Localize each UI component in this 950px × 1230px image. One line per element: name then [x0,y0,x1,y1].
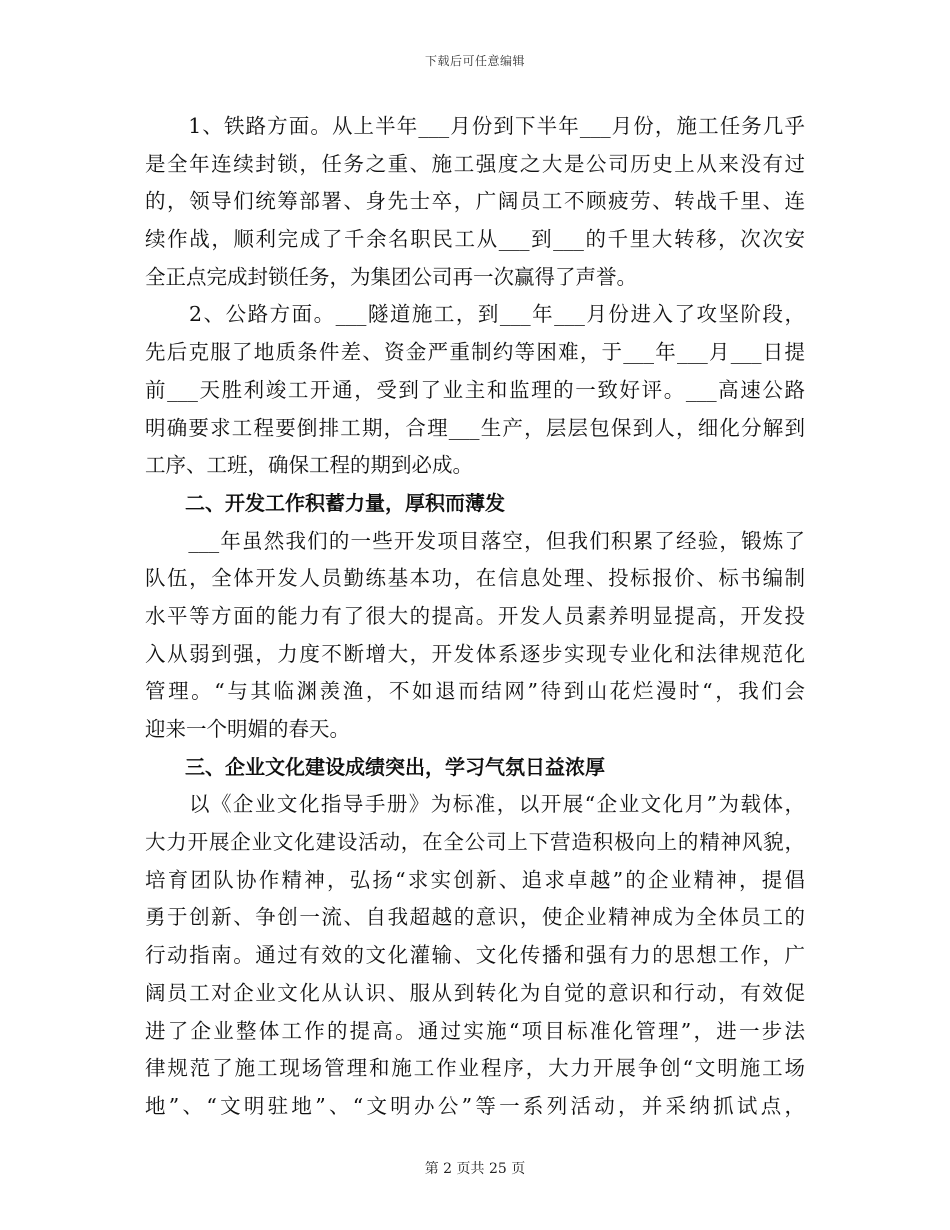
text-line: 是全年连续封锁，任务之重、施工强度之大是公司历史上从来没有过 [145,151,805,176]
document-body [145,108,805,1126]
text-line: 入从弱到强，力度不断增大，开发体系逐步实现专业化和法律规范化 [145,641,805,666]
text-line: 水平等方面的能力有了很大的提高。开发人员素养明显提高，开发投 [145,603,805,628]
text-line: 管理。“与其临渊羡渔，不如退而结网”待到山花烂漫时“，我们会 [145,679,805,704]
text-line: 续作战，顺利完成了千余名职民工从___到___的千里大转移，次次安 [145,227,805,252]
text-line: 2、公路方面。___隧道施工，到___年___月份进入了攻坚阶段， [145,302,805,327]
text-line: 的，领导们统筹部署、身先士卒，广阔员工不顾疲劳、转战千里、连 [145,189,805,214]
text-line: 行动指南。通过有效的文化灌输、文化传播和强有力的思想工作，广 [145,943,805,968]
text-line: 先后克服了地质条件差、资金严重制约等困难，于___年___月___日提 [145,340,805,365]
text-line: 前___天胜利竣工开通，受到了业主和监理的一致好评。___高速公路 [145,377,805,402]
text-line: 1、铁路方面。从上半年___月份到下半年___月份，施工任务几乎 [145,114,805,138]
text-line: 培育团队协作精神，弘扬“求实创新、追求卓越”的企业精神，提倡 [145,867,805,892]
text-line: 勇于创新、争创一流、自我超越的意识，使企业精神成为全体员工的 [145,905,805,930]
text-line: 全正点完成封锁任务，为集团公司再一次赢得了声誉。 [145,264,637,289]
text-line: 明确要求工程要倒排工期，合理___生产，层层包保到人，细化分解到 [145,415,805,440]
text-line: 阔员工对企业文化从认识、服从到转化为自觉的意识和行动，有效促 [145,980,805,1005]
page-footer: 第 2 页共 25 页 [424,1161,526,1177]
text-line: 队伍，全体开发人员勤练基本功，在信息处理、投标报价、标书编制 [145,566,805,591]
section-heading: 三、企业文化建设成绩突出，学习气氛日益浓厚 [145,754,605,779]
text-line: 地”、“文明驻地”、“文明办公”等一系列活动，并采纳抓试点， [145,1093,805,1118]
page-header: 下载后可任意编辑 [424,54,525,68]
text-line: 大力开展企业文化建设活动，在全公司上下营造积极向上的精神风貌， [145,830,805,855]
text-line: 进了企业整体工作的提高。通过实施“项目标准化管理”，进一步法 [145,1018,805,1043]
text-line: 以《企业文化指导手册》为标准，以开展“企业文化月”为载体， [145,792,805,817]
text-line: 律规范了施工现场管理和施工作业程序，大力开展争创“文明施工场 [145,1056,805,1081]
text-line: 迎来一个明媚的春天。 [145,717,350,741]
section-heading: 二、开发工作积蓄力量，厚积而薄发 [145,490,505,515]
text-line: 工序、工班，确保工程的期到必成。 [145,453,473,478]
text-line: ___年虽然我们的一些开发项目落空，但我们积累了经验，锻炼了 [145,528,805,553]
